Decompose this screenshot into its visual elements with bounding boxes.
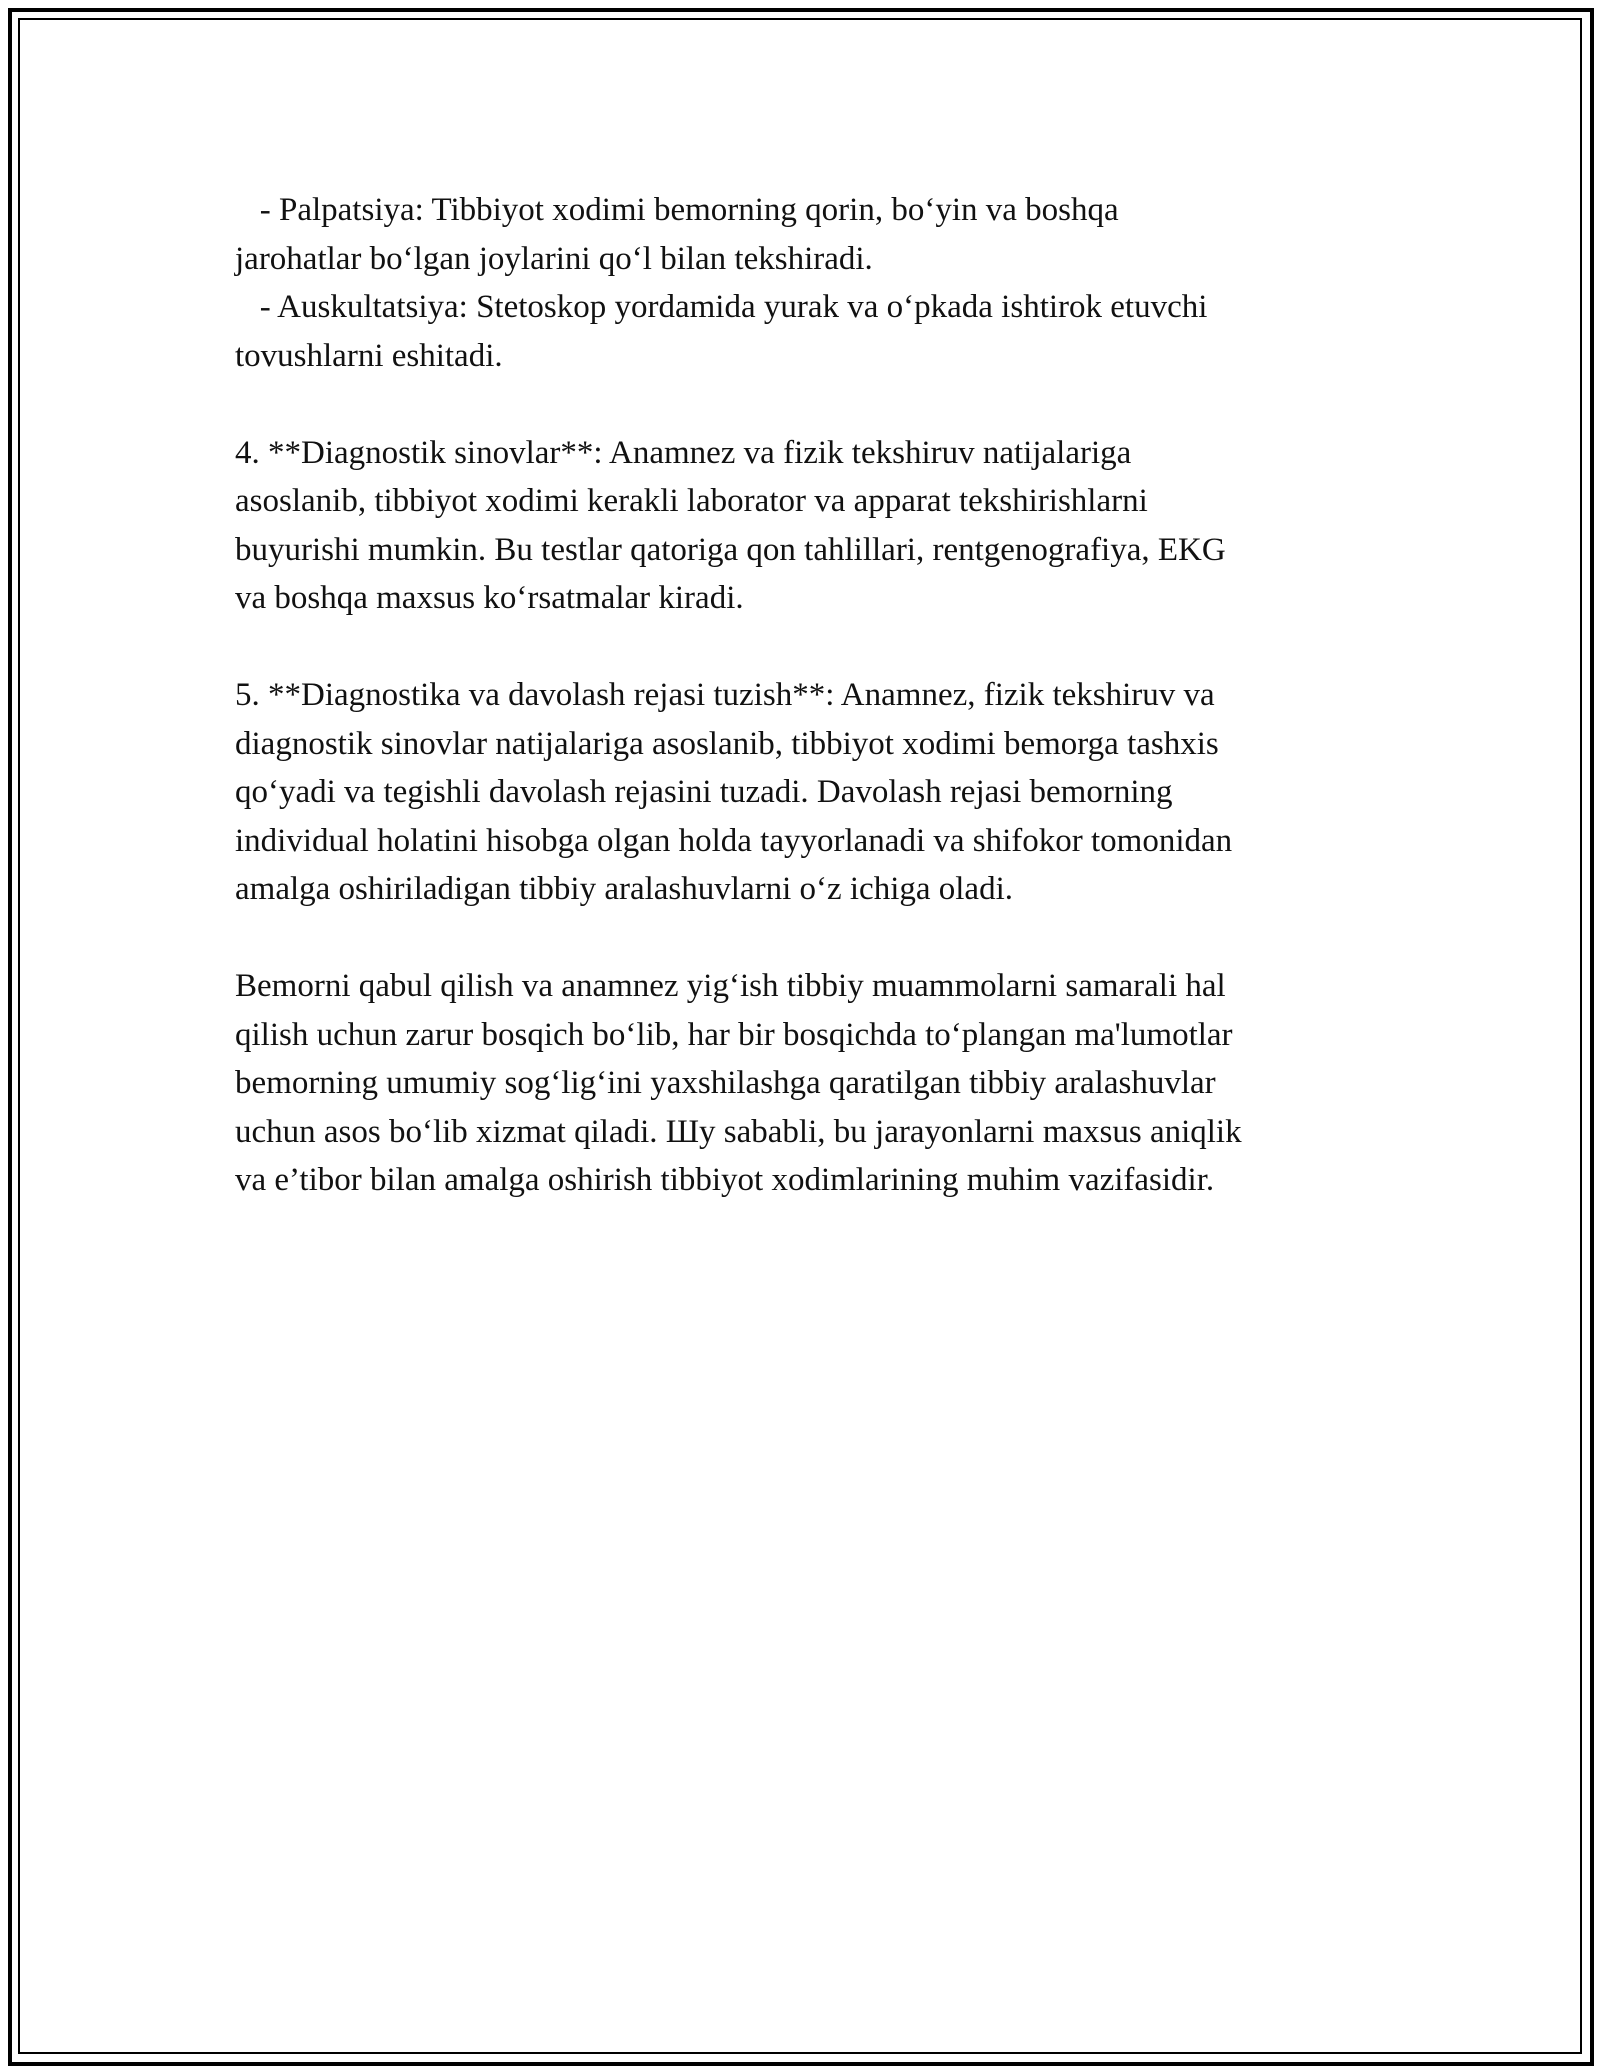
paragraph-diagnostic-tests <box>235 429 1375 623</box>
text-line: buyurishi mumkin. Bu testlar qatoriga qon tahlillari, rentgenografiya, EKG <box>235 531 1226 568</box>
text-line: Bemorni qabul qilish va anamnez yig‘ish tibbiy muammolarni samarali hal <box>235 968 1226 1004</box>
paragraph-conclusion <box>235 962 1375 1205</box>
text-line: va boshqa maxsus ko‘rsatmalar kiradi. <box>235 580 744 616</box>
text-line: asoslanib, tibbiyot xodimi kerakli laborator va apparat tekshirishlarni <box>235 483 1148 519</box>
text-line: 4. **Diagnostik sinovlar**: Anamnez va fizik tekshiruv natijalariga <box>235 434 1132 471</box>
text-line: - Palpatsiya: Tibbiyot xodimi bemorning qorin, bo‘yin va boshqa <box>235 192 1119 228</box>
document-body <box>235 186 1375 1253</box>
text-line: individual holatini hisobga olgan holda tayyorlanadi va shifokor tomonidan <box>235 822 1233 859</box>
text-line: amalga oshiriladigan tibbiy aralashuvlarni o‘z ichiga oladi. <box>235 871 1013 907</box>
text-line: bemorning umumiy sog‘lig‘ini yaxshilashga qaratilgan tibbiy aralashuvlar <box>235 1065 1216 1101</box>
text-line: diagnostik sinovlar natijalariga asoslanib, tibbiyot xodimi bemorga tashxis <box>235 725 1219 762</box>
text-line: qilish uchun zarur bosqich bo‘lib, har bir bosqichda to‘plangan ma'lumotlar <box>235 1016 1233 1053</box>
text-line: 5. **Diagnostika va davolash rejasi tuzish**: Anamnez, fizik tekshiruv va <box>235 677 1215 713</box>
text-line: tovushlarni eshitadi. <box>235 337 503 374</box>
text-line: uchun asos bo‘lib xizmat qiladi. Шу sababli, bu jarayonlarni maxsus aniqlik <box>235 1113 1242 1150</box>
text-line: jarohatlar bo‘lgan joylarini qo‘l bilan tekshiradi. <box>235 240 873 277</box>
text-line: - Auskultatsiya: Stetoskop yordamida yurak va o‘pkada ishtirok etuvchi <box>235 289 1208 325</box>
paragraph-treatment-plan <box>235 671 1375 914</box>
paragraph-examination-methods <box>235 186 1375 380</box>
text-line: qo‘yadi va tegishli davolash rejasini tuzadi. Davolash rejasi bemorning <box>235 774 1173 810</box>
text-line: va e’tibor bilan amalga oshirish tibbiyot xodimlarining muhim vazifasidir. <box>235 1162 1215 1198</box>
